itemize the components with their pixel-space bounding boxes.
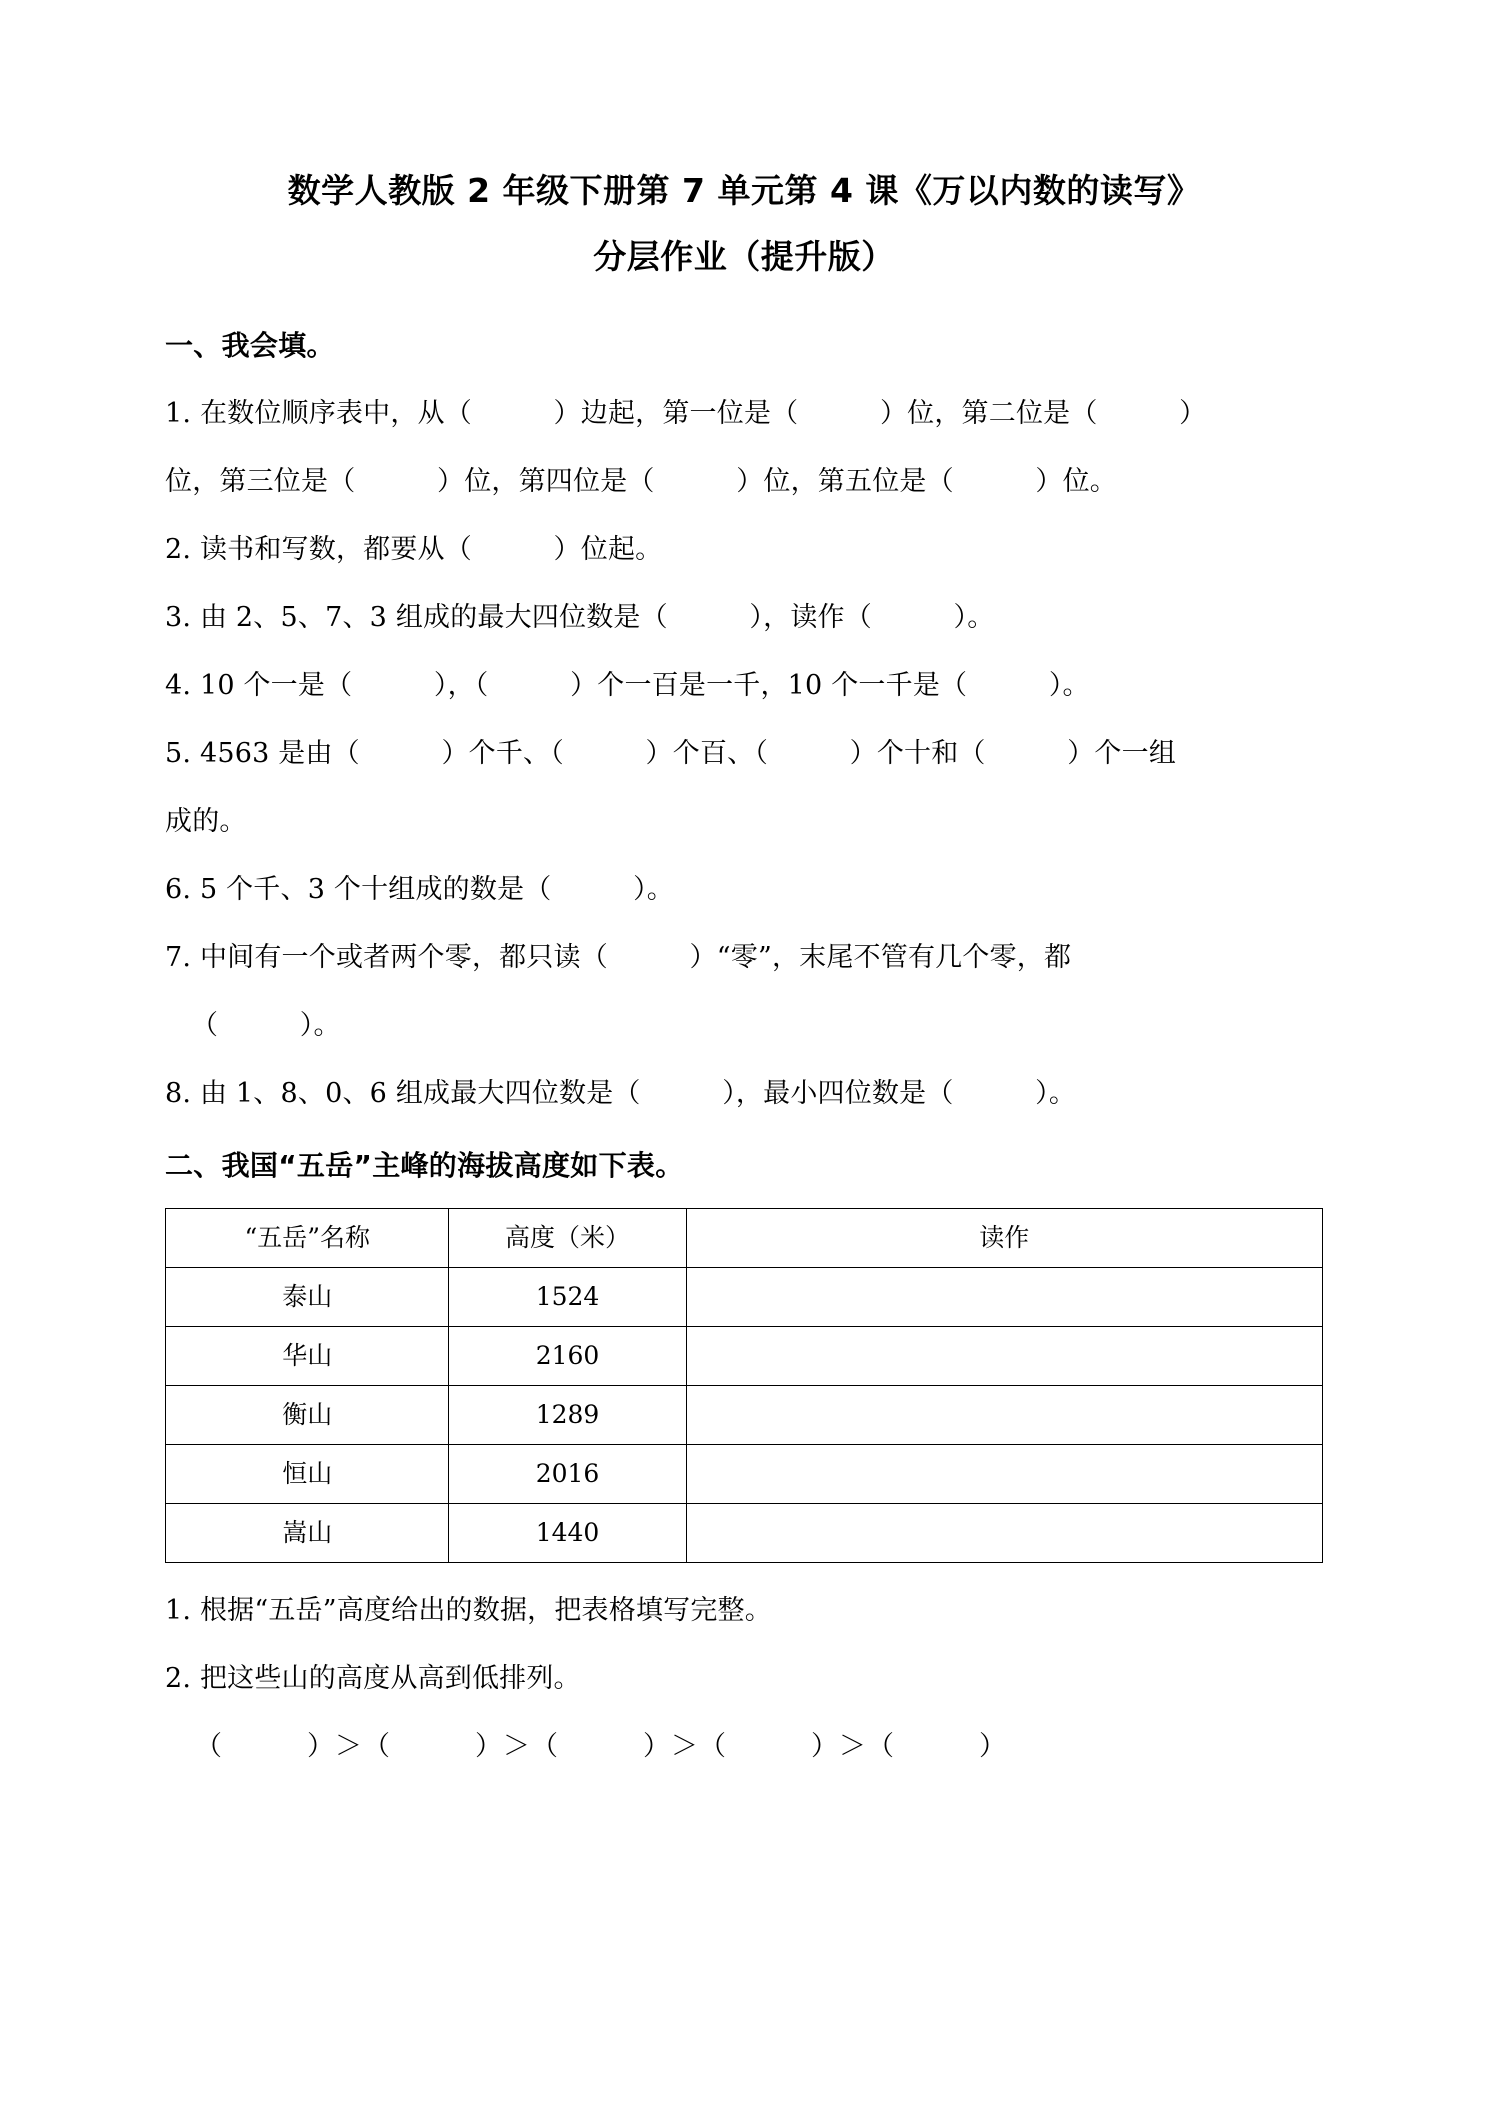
section-two-question-2: 2. 把这些山的高度从高到低排列。 [165, 1663, 581, 1694]
compare-answer-line[interactable]: （ ）＞（ ）＞（ ）＞（ ）＞（ ） [195, 1731, 1007, 1762]
mountain-name: 华山 [166, 1327, 449, 1386]
question-7-line-1: 7. 中间有一个或者两个零，都只读（ ）“零”，末尾不管有几个零，都 [165, 942, 1072, 973]
mountain-reading-blank[interactable] [686, 1268, 1322, 1327]
table-row [166, 1445, 1323, 1504]
table-header-row [166, 1209, 1323, 1268]
table-row [166, 1386, 1323, 1445]
table-row [166, 1268, 1323, 1327]
section-two-question-1: 1. 根据“五岳”高度给出的数据，把表格填写完整。 [165, 1595, 772, 1626]
question-7-line-2: （ ）。 [191, 1010, 341, 1041]
mountain-height: 1289 [449, 1386, 686, 1445]
mountain-name: 恒山 [166, 1445, 449, 1504]
mountain-height: 2016 [449, 1445, 686, 1504]
mountain-height: 1440 [449, 1504, 686, 1563]
mountain-name: 泰山 [166, 1268, 449, 1327]
mountain-reading-blank[interactable] [686, 1386, 1322, 1445]
mountain-reading-blank[interactable] [686, 1327, 1322, 1386]
question-1-line-1: 1. 在数位顺序表中，从（ ）边起，第一位是（ ）位，第二位是（ ） [165, 398, 1207, 429]
question-8: 8. 由 1、8、0、6 组成最大四位数是（ ），最小四位数是（ ）。 [165, 1078, 1077, 1109]
table-row [166, 1327, 1323, 1386]
question-5-line-2: 成的。 [165, 806, 247, 837]
page-subtitle: 分层作业（提升版） [593, 237, 895, 276]
question-2: 2. 读书和写数，都要从（ ）位起。 [165, 534, 663, 565]
mountain-name: 嵩山 [166, 1504, 449, 1563]
section-two-heading: 二、我国“五岳”主峰的海拔高度如下表。 [165, 1149, 684, 1182]
question-6: 6. 5 个千、3 个十组成的数是（ ）。 [165, 874, 674, 905]
table-header-height: 高度（米） [449, 1209, 686, 1268]
section-one-heading: 一、我会填。 [165, 329, 335, 362]
mountain-height: 1524 [449, 1268, 686, 1327]
mountain-height: 2160 [449, 1327, 686, 1386]
mountain-reading-blank[interactable] [686, 1504, 1322, 1563]
table-header-name: “五岳”名称 [166, 1209, 449, 1268]
question-3: 3. 由 2、5、7、3 组成的最大四位数是（ ），读作（ ）。 [165, 602, 995, 633]
question-4: 4. 10 个一是（ ），（ ）个一百是一千，10 个一千是（ ）。 [165, 670, 1090, 701]
mountain-heights-table [165, 1208, 1323, 1563]
question-5-line-1: 5. 4563 是由（ ）个千、（ ）个百、（ ）个十和（ ）个一组 [165, 738, 1177, 769]
table-row [166, 1504, 1323, 1563]
mountain-name: 衡山 [166, 1386, 449, 1445]
table-header-reading: 读作 [686, 1209, 1322, 1268]
page-title: 数学人教版 2 年级下册第 7 单元第 4 课《万以内数的读写》 [287, 171, 1201, 210]
question-1-line-2: 位，第三位是（ ）位，第四位是（ ）位，第五位是（ ）位。 [165, 466, 1117, 497]
mountain-reading-blank[interactable] [686, 1445, 1322, 1504]
